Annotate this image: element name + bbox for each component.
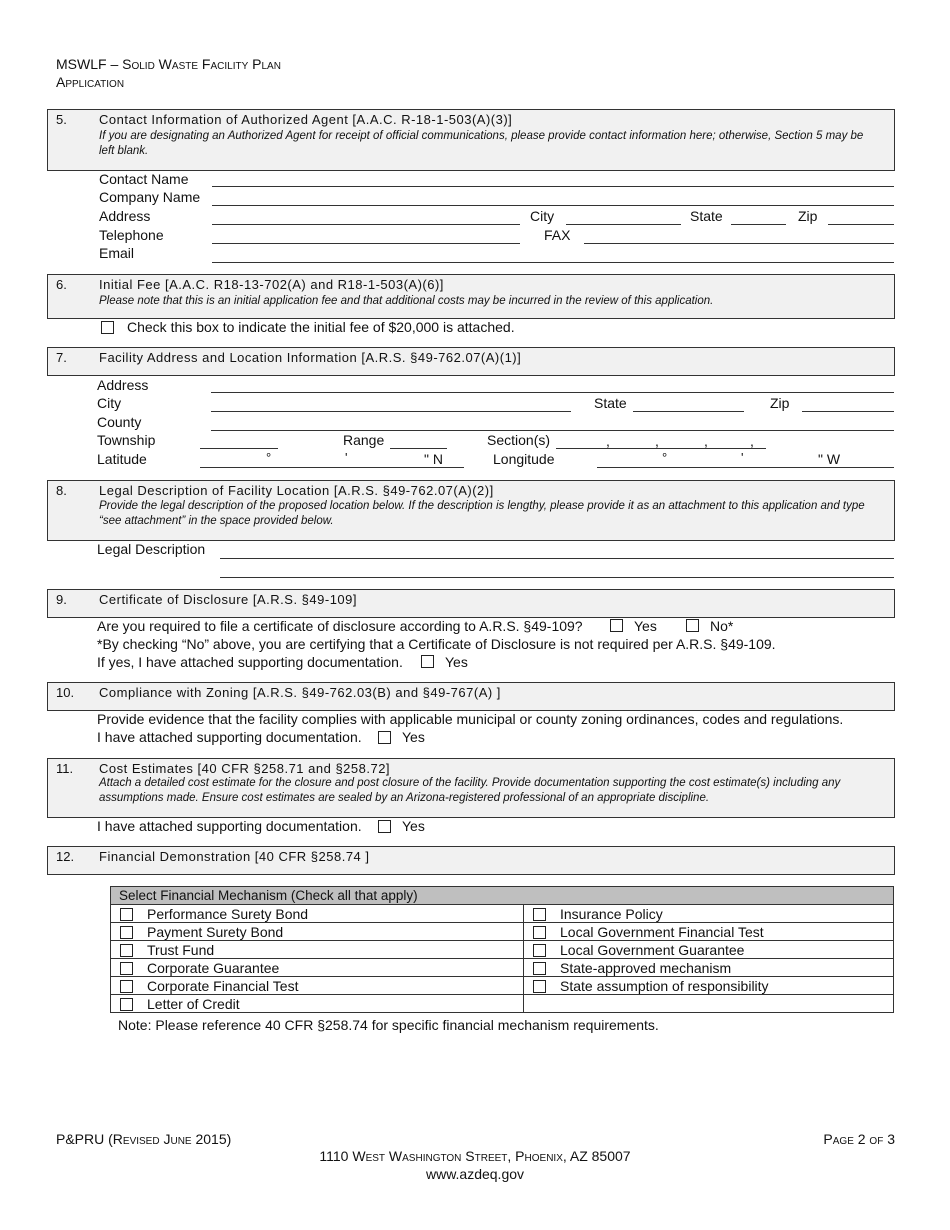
telephone-label: Telephone [99, 227, 164, 243]
section-number: 5. [56, 112, 67, 127]
section-12-header [47, 846, 895, 875]
section-title: Facility Address and Location Information [A.R.S. §49-762.07(A)(1)] [99, 350, 522, 365]
minute-symbol: ' [741, 450, 744, 465]
section-note: Please note that this is an initial application fee and that additional costs may be incurred in the review of this application. [99, 295, 714, 307]
section-title: Compliance with Zoning [A.R.S. §49-762.03(B) and §49-767(A) ] [99, 685, 501, 700]
agent-city-field[interactable] [566, 224, 681, 225]
initial-fee-label: Check this box to indicate the initial fee of $20,000 is attached. [127, 319, 515, 335]
state-approved-mechanism-checkbox[interactable] [533, 962, 546, 975]
form-title: MSWLF – Solid Waste Facility Plan [56, 56, 281, 72]
facility-city-label: City [97, 395, 122, 411]
seconds-north: " N [424, 451, 443, 467]
contact-name-field[interactable] [212, 186, 894, 187]
degree-symbol: ° [266, 450, 272, 465]
agent-city-label: City [530, 208, 555, 224]
section-number: 11. [56, 761, 74, 776]
footer-address: 1110 West Washington Street, Phoenix, AZ 85007 [319, 1148, 631, 1164]
section-9-header [47, 589, 895, 618]
agent-zip-field[interactable] [828, 224, 894, 225]
section-10-header [47, 682, 895, 711]
telephone-field[interactable] [212, 243, 520, 244]
facility-address-label: Address [97, 377, 149, 393]
agent-state-field[interactable] [731, 224, 786, 225]
company-name-label: Company Name [99, 189, 201, 205]
township-label: Township [97, 432, 156, 448]
section-note: If you are designating an Authorized Agent for receipt of official communications, please provide contact information here; otherwise, Section 5 may be left blank. [99, 130, 864, 157]
disclosure-yes-checkbox[interactable] [610, 619, 623, 632]
option-label: Trust Fund [147, 941, 215, 958]
disclosure-no-checkbox[interactable] [686, 619, 699, 632]
zoning-attached-yes: Yes [402, 729, 425, 745]
latitude-label: Latitude [97, 451, 147, 467]
section-note: Provide the legal description of the proposed location below. If the description is lengthy, please provide it as an attachment to this application and type “see attachment” in the space provided below. [99, 500, 865, 527]
zoning-attached-label: I have attached supporting documentation. [97, 729, 362, 745]
section-5-header [47, 109, 895, 171]
section-number: 7. [56, 350, 67, 365]
table-row [524, 923, 894, 941]
email-field[interactable] [212, 262, 894, 263]
footer-revision: P&PRU (Revised June 2015) [56, 1131, 232, 1147]
initial-fee-checkbox[interactable] [101, 321, 114, 334]
table-row [111, 977, 524, 995]
section-number: 9. [56, 592, 67, 607]
option-label: State-approved mechanism [560, 959, 732, 976]
table-row [111, 923, 524, 941]
section-title: Financial Demonstration [40 CFR §258.74 ] [99, 849, 370, 864]
insurance-policy-checkbox[interactable] [533, 908, 546, 921]
facility-address-field[interactable] [211, 392, 894, 393]
facility-zip-label: Zip [770, 395, 790, 411]
section-6-header [47, 274, 895, 319]
section-note: Attach a detailed cost estimate for the closure and post closure of the facility. Provide documentation supporting the cost estimate(s) including any assumptions made. Ensure cost estimates are sealed by an Arizona-registered professional of an appropriate discipline. [99, 777, 841, 804]
option-label: Corporate Financial Test [147, 977, 299, 994]
section-7-header [47, 347, 895, 376]
cost-attached-checkbox[interactable] [378, 820, 391, 833]
payment-surety-bond-checkbox[interactable] [120, 926, 133, 939]
performance-surety-bond-checkbox[interactable] [120, 908, 133, 921]
longitude-field[interactable] [597, 467, 894, 468]
letter-of-credit-checkbox[interactable] [120, 998, 133, 1011]
table-row [111, 941, 524, 959]
disclosure-question: Are you required to file a certificate of disclosure according to A.R.S. §49-109? [97, 618, 583, 634]
comma-separator: , [606, 433, 610, 449]
range-label: Range [343, 432, 385, 448]
facility-zip-field[interactable] [802, 411, 894, 412]
disclosure-yes-label: Yes [634, 618, 657, 634]
option-label: Corporate Guarantee [147, 959, 280, 976]
section-number: 8. [56, 483, 67, 498]
county-label: County [97, 414, 142, 430]
table-row [524, 959, 894, 977]
table-row [524, 941, 894, 959]
option-label: Local Government Guarantee [560, 941, 745, 958]
facility-state-label: State [594, 395, 627, 411]
financial-footnote: Note: Please reference 40 CFR §258.74 for specific financial mechanism requirements. [118, 1017, 659, 1033]
disclosure-certify-text: *By checking “No” above, you are certifying that a Certificate of Disclosure is not required per A.R.S. §49-109. [97, 636, 776, 652]
fax-field[interactable] [584, 243, 894, 244]
table-row [111, 995, 524, 1013]
footer-website: www.azdeq.gov [425, 1166, 525, 1182]
range-field[interactable] [390, 448, 447, 449]
option-label: Letter of Credit [147, 995, 240, 1012]
table-header: Select Financial Mechanism (Check all that apply) [111, 887, 894, 905]
section-title: Initial Fee [A.A.C. R18-13-702(A) and R18-1-503(A)(6)] [99, 277, 444, 292]
table-row [111, 905, 524, 923]
email-label: Email [99, 245, 135, 261]
trust-fund-checkbox[interactable] [120, 944, 133, 957]
sections-field[interactable] [556, 448, 766, 449]
contact-name-label: Contact Name [99, 171, 189, 187]
agent-zip-label: Zip [798, 208, 818, 224]
minute-symbol: ' [345, 450, 348, 465]
section-number: 10. [56, 685, 75, 700]
local-gov-guarantee-checkbox[interactable] [533, 944, 546, 957]
cost-attached-label: I have attached supporting documentation. [97, 818, 362, 834]
facility-state-field[interactable] [633, 411, 744, 412]
zoning-attached-checkbox[interactable] [378, 731, 391, 744]
agent-state-label: State [690, 208, 723, 224]
option-label: Performance Surety Bond [147, 905, 309, 922]
degree-symbol: ° [662, 450, 668, 465]
sections-label: Section(s) [487, 432, 551, 448]
section-title: Legal Description of Facility Location [A.R.S. §49-762.07(A)(2)] [99, 483, 494, 498]
section-number: 6. [56, 277, 67, 292]
form-subtitle: Application [56, 74, 125, 90]
state-assumption-checkbox[interactable] [533, 980, 546, 993]
longitude-label: Longitude [493, 451, 555, 467]
zoning-text: Provide evidence that the facility complies with applicable municipal or county zoning ordinances, codes and regulations. [97, 711, 844, 727]
seconds-west: " W [818, 451, 841, 467]
option-label: Insurance Policy [560, 905, 663, 922]
local-gov-financial-test-checkbox[interactable] [533, 926, 546, 939]
disclosure-attached-checkbox[interactable] [421, 655, 434, 668]
section-11-header [47, 758, 895, 818]
facility-city-field[interactable] [211, 411, 571, 412]
comma-separator: , [750, 433, 754, 449]
agent-address-field[interactable] [212, 224, 520, 225]
option-label: State assumption of responsibility [560, 977, 769, 994]
disclosure-attached-yes: Yes [445, 654, 468, 670]
legal-description-field[interactable] [220, 558, 894, 559]
section-number: 12. [56, 849, 75, 864]
corporate-guarantee-checkbox[interactable] [120, 962, 133, 975]
county-field[interactable] [211, 430, 894, 431]
table-row [111, 959, 524, 977]
option-label: Payment Surety Bond [147, 923, 284, 940]
fax-label: FAX [544, 227, 571, 243]
agent-address-label: Address [99, 208, 151, 224]
section-title: Contact Information of Authorized Agent [A.A.C. R-18-1-503(A)(3)] [99, 112, 513, 127]
table-row [524, 977, 894, 995]
section-title: Certificate of Disclosure [A.R.S. §49-109] [99, 592, 357, 607]
table-row [524, 905, 894, 923]
cost-attached-yes: Yes [402, 818, 425, 834]
disclosure-no-label: No* [710, 618, 734, 634]
legal-description-label: Legal Description [97, 541, 206, 557]
corporate-financial-test-checkbox[interactable] [120, 980, 133, 993]
disclosure-attached-label: If yes, I have attached supporting documentation. [97, 654, 403, 670]
section-8-header [47, 480, 895, 541]
footer-page-number: Page 2 of 3 [823, 1131, 895, 1147]
company-name-field[interactable] [212, 205, 894, 206]
financial-mechanism-table [110, 886, 894, 1013]
option-label: Local Government Financial Test [560, 923, 764, 940]
empty-cell [524, 995, 894, 1013]
legal-description-field[interactable] [220, 577, 894, 578]
section-title: Cost Estimates [40 CFR §258.71 and §258.72] [99, 761, 391, 776]
comma-separator: , [655, 433, 659, 449]
comma-separator: , [704, 433, 708, 449]
